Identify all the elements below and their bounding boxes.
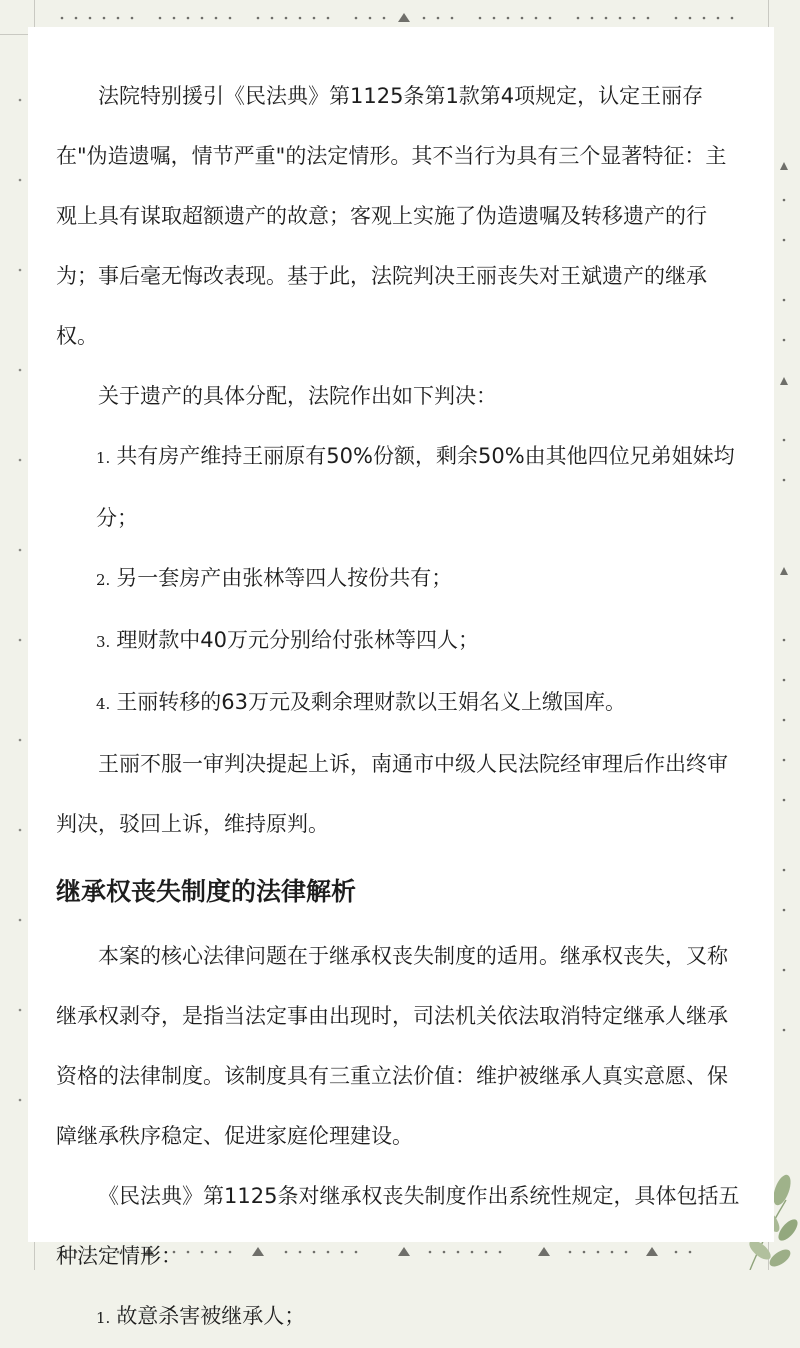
- paragraph-distribution-intro: 关于遗产的具体分配，法院作出如下判决：: [98, 384, 497, 408]
- list-item-number: 1.: [96, 1309, 111, 1327]
- list-item-text: 故意杀害被继承人；: [116, 1304, 306, 1328]
- paragraph-appeal: 王丽不服一审判决提起上诉，南通市中级人民法院经审理后作出终审判决，驳回上诉，维持原判。: [56, 752, 728, 836]
- list-item: [56, 548, 746, 610]
- list-item-text: 理财款中40万元分别给付张林等四人；: [116, 628, 480, 652]
- list-item-text: 另一套房产由张林等四人按份共有；: [116, 566, 453, 590]
- list-item-text: 共有房产维持王丽原有50%份额，剩余50%由其他四位兄弟姐妹均分；: [96, 444, 735, 530]
- list-item-text: 王丽转移的63万元及剩余理财款以王娟名义上缴国库。: [116, 690, 627, 714]
- paragraph-legal-analysis: 本案的核心法律问题在于继承权丧失制度的适用。继承权丧失，又称继承权剥夺，是指当法定事由出现时，司法机关依法取消特定继承人继承资格的法律制度。该制度具有三重立法价值：维护被继承人真实意愿、保障继承秩序稳定、促进家庭伦理建设。: [56, 944, 728, 1148]
- list-item-number: 4.: [96, 695, 111, 713]
- left-ornament-column: [12, 40, 28, 1220]
- article-body: [56, 66, 746, 1348]
- paragraph-ruling-basis: 法院特别援引《民法典》第1125条第1款第4项规定，认定王丽存在"伪造遗嘱，情节严重"的法定情形。其不当行为具有三个显著特征：主观上具有谋取超额遗产的故意；客观上实施了伪造遗嘱及转移遗产的行为；事后毫无悔改表现。基于此，法院判决王丽丧失对王斌遗产的继承权。: [56, 84, 727, 348]
- list-item: [56, 426, 746, 548]
- list-item: [56, 610, 746, 672]
- list-item-number: 2.: [96, 571, 111, 589]
- right-ornament-column: [776, 40, 792, 1220]
- list-item: [56, 1286, 746, 1348]
- paragraph-statute-intro: 《民法典》第1125条对继承权丧失制度作出系统性规定，具体包括五种法定情形：: [56, 1184, 740, 1268]
- list-item: [56, 672, 746, 734]
- list-item-number: 1.: [96, 449, 111, 467]
- list-item-number: 3.: [96, 633, 111, 651]
- section-heading: 继承权丧失制度的法律解析: [56, 877, 357, 906]
- top-ornament-row: [0, 10, 800, 26]
